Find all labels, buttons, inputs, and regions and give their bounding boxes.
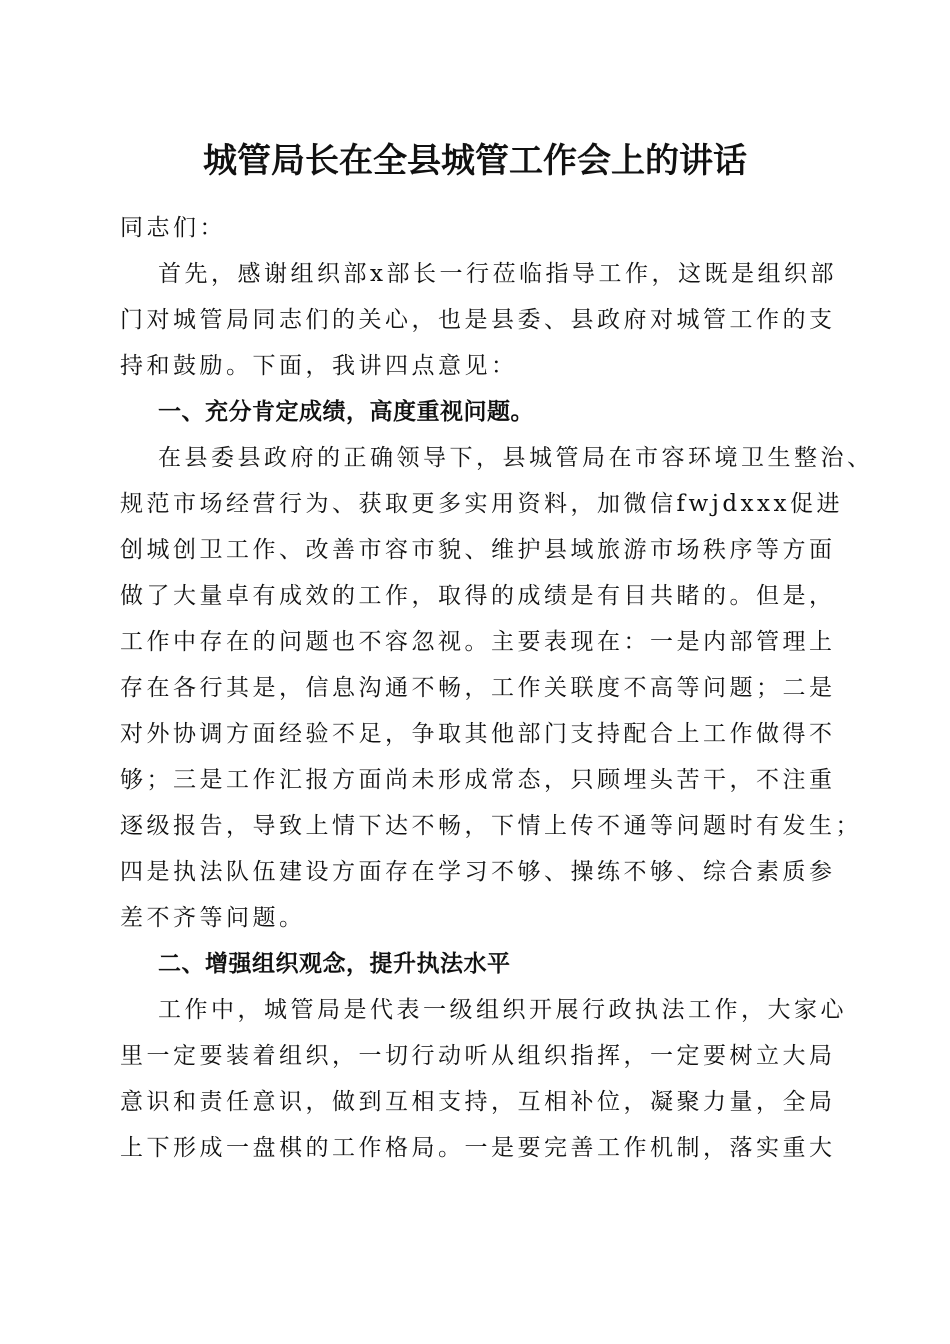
section-heading: 二、增强组织观念，提升执法水平 [158, 951, 511, 977]
text-line: 做了大量卓有成效的工作，取得的成绩是有目共睹的。但是， [120, 583, 836, 609]
text-line: 门对城管局同志们的关心，也是县委、县政府对城管工作的支 [120, 307, 836, 333]
text-line: 创城创卫工作、改善市容市貌、维护县域旅游市场秩序等方面 [120, 537, 836, 563]
text-line: 在县委县政府的正确领导下，县城管局在市容环境卫生整治、 [158, 445, 874, 471]
section-heading: 一、充分肯定成绩，高度重视问题。 [158, 399, 534, 425]
text-line: 首先，感谢组织部x部长一行莅临指导工作，这既是组织部 [158, 261, 837, 287]
text-line: 工作中，城管局是代表一级组织开展行政执法工作，大家心 [158, 997, 847, 1023]
greeting-line: 同志们： [120, 215, 226, 241]
text-line: 意识和责任意识，做到互相支持，互相补位，凝聚力量，全局 [120, 1089, 836, 1115]
text-line: 上下形成一盘棋的工作格局。一是要完善工作机制，落实重大 [120, 1135, 836, 1161]
text-line: 差不齐等问题。 [120, 905, 306, 931]
document-body [120, 205, 874, 1171]
text-line: 对外协调方面经验不足，争取其他部门支持配合上工作做得不 [120, 721, 836, 747]
text-line: 逐级报告，导致上情下达不畅，下情上传不通等问题时有发生； [120, 813, 862, 839]
text-line: 工作中存在的问题也不容忽视。主要表现在：一是内部管理上 [120, 629, 836, 655]
text-line: 四是执法队伍建设方面存在学习不够、操练不够、综合素质参 [120, 859, 836, 885]
text-line: 持和鼓励。下面，我讲四点意见： [120, 353, 518, 379]
document-title: 城管局长在全县城管工作会上的讲话 [203, 141, 747, 181]
text-line: 存在各行其是，信息沟通不畅，工作关联度不高等问题；二是 [120, 675, 836, 701]
paragraph-lines [120, 251, 874, 1171]
text-line: 里一定要装着组织，一切行动听从组织指挥，一定要树立大局 [120, 1043, 836, 1069]
text-line: 够；三是工作汇报方面尚未形成常态，只顾埋头苦干，不注重 [120, 767, 836, 793]
text-line: 规范市场经营行为、获取更多实用资料，加微信fwjdxxx促进 [120, 491, 843, 517]
